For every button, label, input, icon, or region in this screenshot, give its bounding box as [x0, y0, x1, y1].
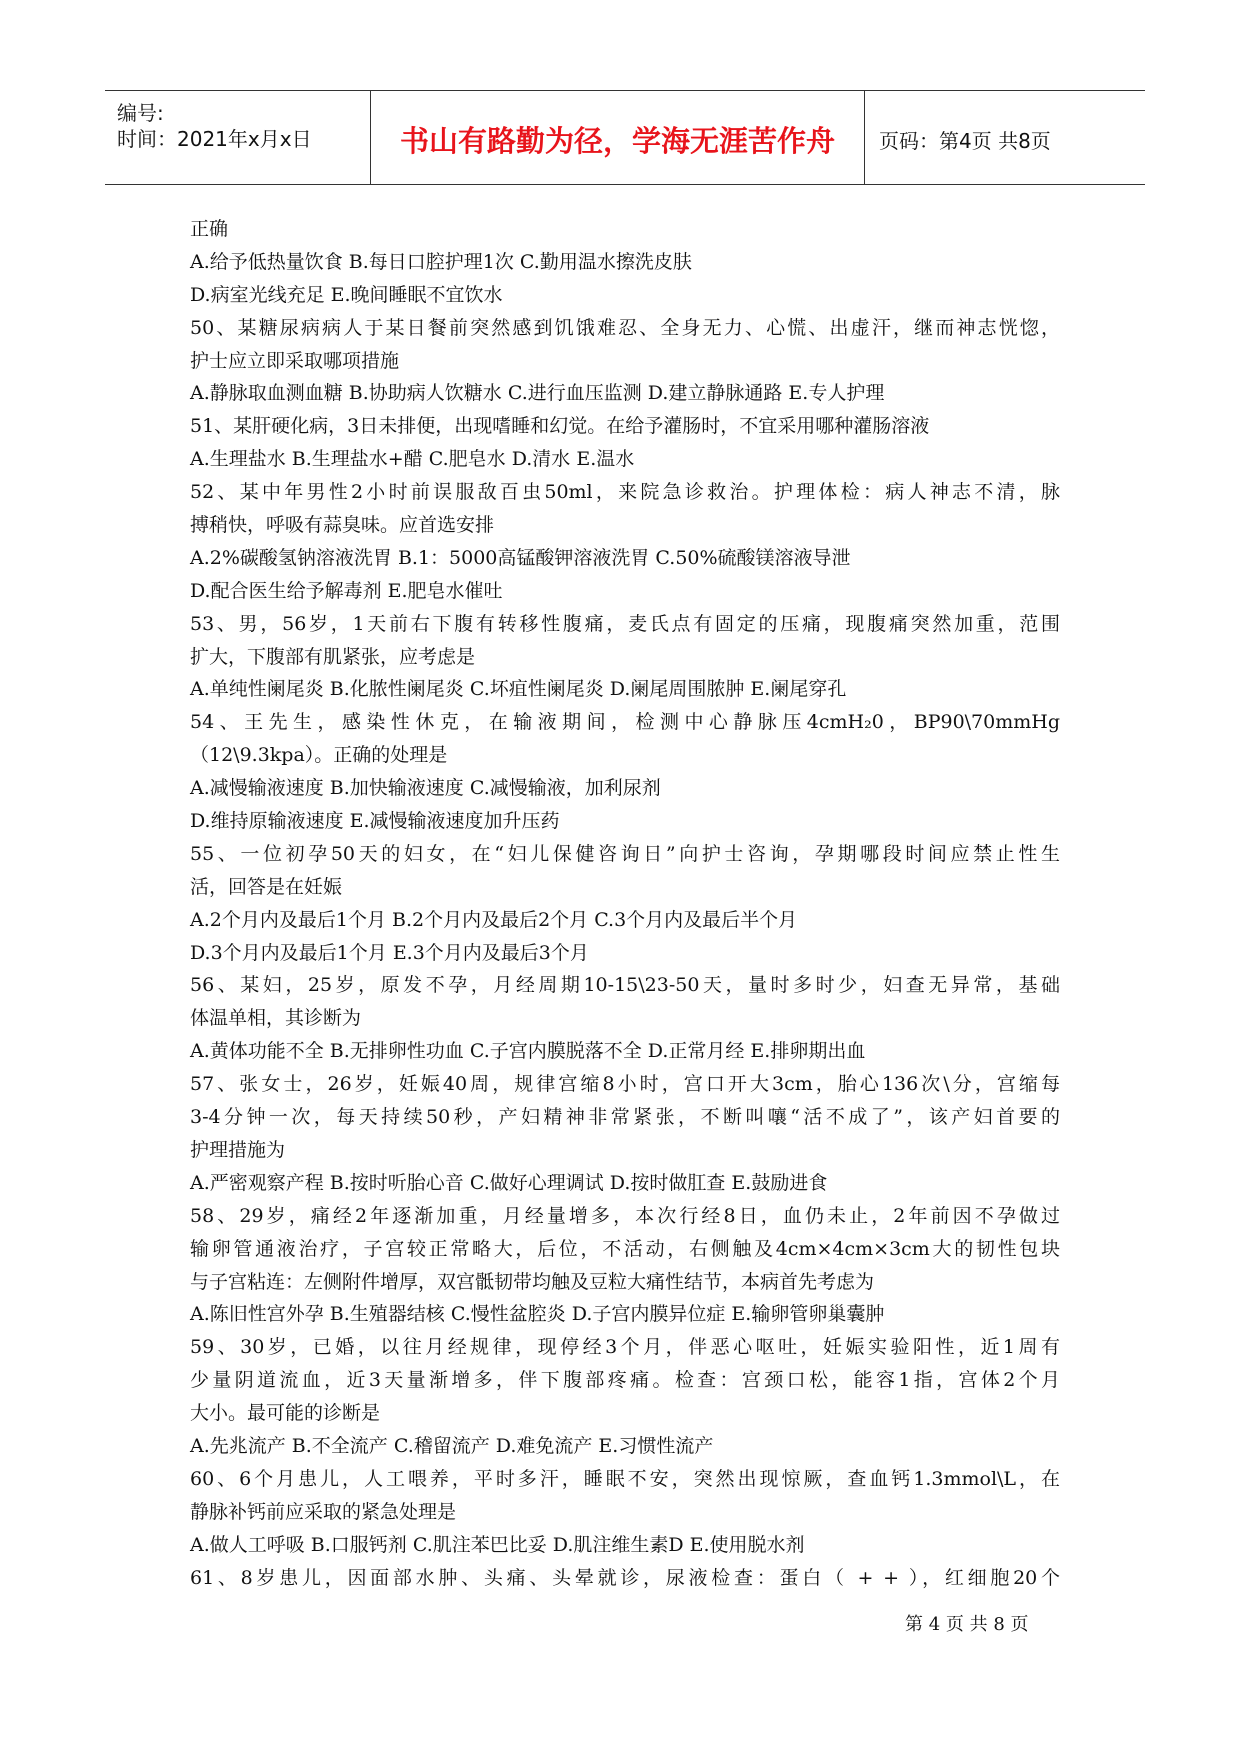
text-line: 54、王先生，感染性休克，在输液期间，检测中心静脉压4cmH₂0，BP90\70mmHg	[190, 711, 1060, 734]
text-line: A.静脉取血测血糖 B.协助病人饮糖水 C.进行血压监测 D.建立静脉通路 E.专人护理	[190, 382, 885, 405]
text-line: 少量阴道流血，近3天量渐增多，伴下腹部疼痛。检查：宫颈口松，能容1指，宫体2个月	[190, 1369, 1060, 1392]
text-line: 58、29岁，痛经2年逐渐加重，月经量增多，本次行经8日，血仍未止，2年前因不孕做过	[190, 1204, 1060, 1227]
text-line: 52、某中年男性2小时前误服敌百虫50ml，来院急诊救治。护理体检：病人神志不清，脉	[190, 481, 1060, 504]
text-line: 输卵管通液治疗，子宫较正常略大，后位，不活动，右侧触及4cm×4cm×3cm大的韧性包块	[190, 1237, 1060, 1260]
text-line: A.严密观察产程 B.按时听胎心音 C.做好心理调试 D.按时做肛查 E.鼓励进食	[190, 1171, 828, 1194]
text-line: A.2%碳酸氢钠溶液洗胃 B.1：5000高锰酸钾溶液洗胃 C.50%硫酸镁溶液导泄	[190, 546, 851, 569]
text-line: A.生理盐水 B.生理盐水+醋 C.肥皂水 D.清水 E.温水	[190, 448, 635, 471]
document-time-label: 时间：2021年x月x日	[117, 127, 312, 151]
text-line: 61、8岁患儿，因面部水肿、头痛、头晕就诊，尿液检查：蛋白（ + + ），红细胞20个	[190, 1566, 1060, 1589]
text-line: 60、6个月患儿，人工喂养，平时多汗，睡眠不安，突然出现惊厥，查血钙1.3mmol\L，在	[190, 1467, 1060, 1490]
text-line: 正确	[190, 218, 229, 240]
text-line: 51、某肝硬化病，3日未排便，出现嗜睡和幻觉。在给予灌肠时，不宜采用哪种灌肠溶液	[190, 415, 930, 438]
header-motto-cell	[371, 91, 865, 184]
header-motto: 书山有路勤为径，学海无涯苦作舟	[399, 124, 835, 158]
document-body	[190, 213, 1060, 1594]
text-line: D.配合医生给予解毒剂 E.肥皂水催吐	[190, 579, 503, 602]
text-line: 护士应立即采取哪项措施	[190, 349, 400, 372]
text-line: 护理措施为	[190, 1138, 286, 1161]
text-line: 59、30岁，已婚，以往月经规律，现停经3个月，伴恶心呕吐，妊娠实验阳性，近1周有	[190, 1336, 1060, 1359]
text-line: 扩大，下腹部有肌紧张，应考虑是	[190, 645, 476, 668]
text-line: 3-4分钟一次，每天持续50秒，产妇精神非常紧张，不断叫嚷“活不成了”，该产妇首要的	[190, 1106, 1060, 1129]
text-line: 57、张女士，26岁，妊娠40周，规律宫缩8小时，宫口开大3cm，胎心136次\分，宫缩每	[190, 1073, 1060, 1096]
header-left-cell	[105, 91, 371, 184]
text-line: （12\9.3kpa）。正确的处理是	[190, 744, 448, 767]
text-line: A.2个月内及最后1个月 B.2个月内及最后2个月 C.3个月内及最后半个月	[190, 908, 798, 931]
text-line: 静脉补钙前应采取的紧急处理是	[190, 1500, 457, 1523]
text-line: A.单纯性阑尾炎 B.化脓性阑尾炎 C.坏疽性阑尾炎 D.阑尾周围脓肿 E.阑尾穿孔	[190, 678, 847, 701]
text-line: 活，回答是在妊娠	[190, 875, 343, 898]
text-line: A.陈旧性宫外孕 B.生殖器结核 C.慢性盆腔炎 D.子宫内膜异位症 E.输卵管卵巢囊肿	[190, 1303, 885, 1326]
text-line: 搏稍快，呼吸有蒜臭味。应首选安排	[190, 514, 495, 537]
text-line: 53、男，56岁，1天前右下腹有转移性腹痛，麦氏点有固定的压痛，现腹痛突然加重，范围	[190, 612, 1060, 635]
page-footer: 第 4 页 共 8 页	[905, 1614, 1029, 1635]
text-line: 大小。最可能的诊断是	[190, 1402, 381, 1425]
page-header	[105, 90, 1145, 185]
text-line: A.先兆流产 B.不全流产 C.稽留流产 D.难免流产 E.习惯性流产	[190, 1434, 714, 1457]
text-line: A.减慢输液速度 B.加快输液速度 C.减慢输液，加利尿剂	[190, 777, 661, 800]
text-line: A.做人工呼吸 B.口服钙剂 C.肌注苯巴比妥 D.肌注维生素D E.使用脱水剂	[190, 1533, 805, 1556]
header-page-code: 页码：第4页 共8页	[879, 129, 1051, 153]
text-line: D.维持原输液速度 E.减慢输液速度加升压药	[190, 810, 560, 833]
text-line: 体温单相，其诊断为	[190, 1007, 362, 1030]
text-line: 56、某妇，25岁，原发不孕，月经周期10-15\23-50天，量时多时少，妇查无异常，基础	[190, 974, 1060, 997]
document-number-label: 编号:	[117, 101, 164, 125]
text-line: 与子宫粘连：左侧附件增厚，双宫骶韧带均触及豆粒大痛性结节，本病首先考虑为	[190, 1270, 875, 1293]
text-line: A.给予低热量饮食 B.每日口腔护理1次 C.勤用温水擦洗皮肤	[190, 250, 692, 273]
header-page-cell	[865, 91, 1145, 184]
text-line: D.病室光线充足 E.晚间睡眠不宜饮水	[190, 283, 503, 306]
text-line: 50、某糖尿病病人于某日餐前突然感到饥饿难忍、全身无力、心慌、出虚汗，继而神志恍惚，	[190, 316, 1060, 339]
text-line: A.黄体功能不全 B.无排卵性功血 C.子宫内膜脱落不全 D.正常月经 E.排卵期出血	[190, 1040, 866, 1063]
text-line: 55、一位初孕50天的妇女，在“妇儿保健咨询日”向护士咨询，孕期哪段时间应禁止性生	[190, 842, 1060, 865]
text-line: D.3个月内及最后1个月 E.3个月内及最后3个月	[190, 941, 589, 964]
